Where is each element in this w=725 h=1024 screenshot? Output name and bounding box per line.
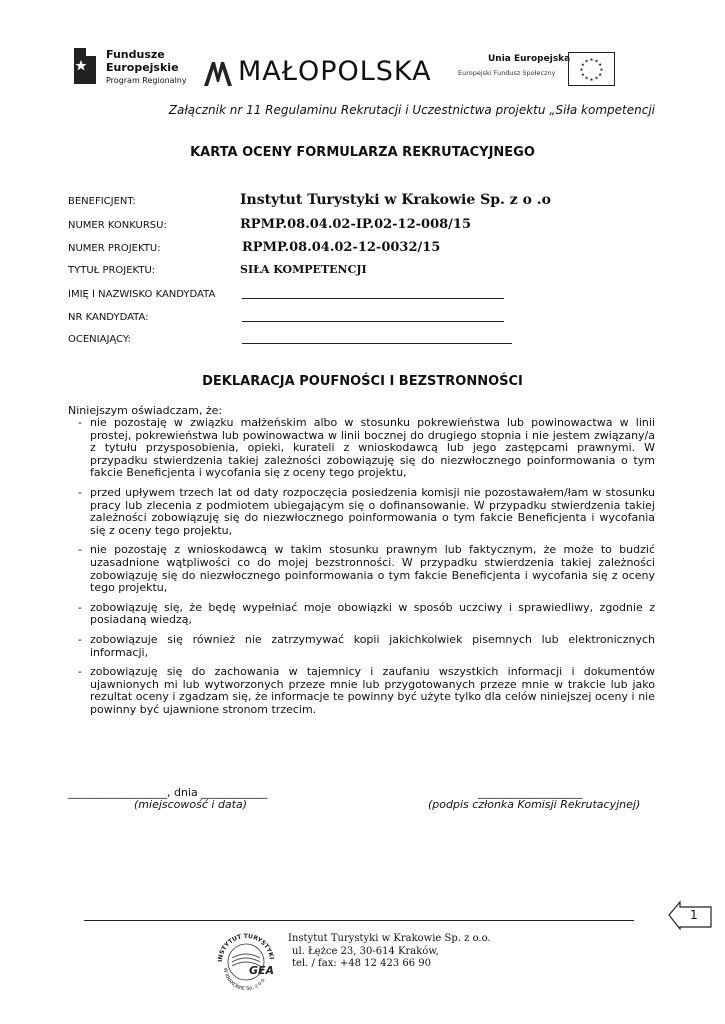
fe-line3: Program Regionalny [106, 76, 187, 85]
eu-star-icon: ★ [584, 59, 589, 65]
label-nr-kandydata: NR KANDYDATA: [68, 312, 149, 323]
eu-flag-icon [568, 52, 615, 86]
gea-seal-icon [214, 928, 278, 992]
seal-top-text: INSTYTUT TURYSTYKI [216, 932, 275, 963]
malopolska-text: MAŁOPOLSKA [238, 56, 432, 87]
list-item: - zobowiązuję się do zachowania w tajemnicy i zaufaniu wszystkich informacji i dokumentów ujawnionych mi lub wytworzonych przeze mnie lub przygotowanych przeze mnie w trakcie lub jako rezultat oceny i zgadzam się, że informacje te powinny być użyte tylko dla celów niniejszej oceny i nie powinny być ujawnione stronom trzecim. [68, 666, 655, 716]
fe-star-icon [72, 46, 98, 86]
declaration-title: DEKLARACJA POUFNOŚCI I BEZSTRONNOŚCI [202, 374, 523, 389]
gea-seal [214, 928, 278, 992]
eu-star-icon: ★ [598, 63, 603, 68]
annex-text: Załącznik nr 11 Regulaminu Rekrutacji i Uczestnictwa projektu „Siła kompetencji [168, 103, 655, 117]
form-title: KARTA OCENY FORMULARZA REKRUTACYJNEGO [190, 145, 535, 160]
oceniajacy-field[interactable] [242, 343, 512, 344]
fe-line1: Fundusze [106, 48, 165, 61]
label-numer-projektu: NUMER PROJEKTU: [68, 243, 161, 254]
footer-line1: Instytut Turystyki w Krakowie Sp. z o.o. [288, 933, 491, 944]
malopolska-logo [202, 54, 452, 94]
seal-brand: GEA [249, 964, 275, 977]
value-numer-projektu: RPMP.08.04.02-12-0032/15 [242, 240, 441, 255]
unia-europejska-logo [458, 52, 618, 88]
seal-bottom-text: W KRAKOWIE Sp. z o.o. [221, 967, 268, 992]
eu-star-icon: ★ [584, 76, 589, 82]
list-item: - przed upływem trzech lat od daty rozpoczęcia posiedzenia komisji nie pozostawałem/łam w stosunku pracy lub zlecenia z podmiotem ubiegającym się o dofinansowanie. W przypadku stwierdzenia takiej zależności zobowiązuję się do niezwłocznego poinformowania o tym fakcie Beneficjenta i wycofania się z oceny tego projektu, [68, 487, 655, 537]
fe-line2: Europejskie [106, 61, 179, 74]
fundusze-europejskie-logo [72, 44, 212, 94]
eu-star-icon: ★ [589, 58, 594, 63]
declaration-list [68, 417, 655, 723]
footer-address [288, 933, 491, 971]
imie-nazwisko-field[interactable] [242, 298, 504, 299]
label-beneficjent: BENEFICJENT: [68, 196, 136, 207]
footer-divider [84, 920, 634, 921]
list-item: - nie pozostaję z wnioskodawcą w takim stosunku prawnym lub faktycznym, że może to budzić uzasadnione wątpliwości co do mojej bezstronności. W przypadku stwierdzenia takiej zależności zobowiązuję się do niezwłocznego poinformowania o tym fakcie Beneficjenta i wycofania się z oceny tego projektu, [68, 544, 655, 594]
label-imie-nazwisko: IMIĘ I NAZWISKO KANDYDATA [68, 289, 216, 300]
page-number: 1 [690, 908, 698, 922]
signature-caption: (podpis członka Komisji Rekrutacyjnej) [428, 798, 641, 811]
eu-star-icon: ★ [594, 76, 599, 82]
place-date-line[interactable]: __________________, dnia ____________ [68, 786, 268, 799]
eu-star-icon: ★ [594, 59, 599, 65]
eu-star-icon: ★ [599, 68, 604, 73]
ue-subtitle: Europejski Fundusz Społeczny [458, 69, 556, 77]
value-numer-konkursu: RPMP.08.04.02-IP.02-12-008/15 [240, 217, 472, 232]
value-beneficjent: Instytut Turystyki w Krakowie Sp. z o .o [240, 192, 552, 208]
footer-line3: tel. / fax: +48 12 423 66 90 [292, 958, 431, 969]
malopolska-mark-icon [202, 60, 234, 88]
declaration-intro: Niniejszym oświadczam, że: [68, 404, 223, 417]
page-number-box [668, 900, 712, 930]
list-item: - zobowiązuje się również nie zatrzymywać kopii jakichkolwiek pisemnych lub elektronicznych informacji, [68, 634, 655, 659]
eu-star-icon: ★ [580, 73, 585, 78]
eu-star-icon: ★ [580, 63, 585, 68]
list-item: - nie pozostaję w związku małżeńskim albo w stosunku pokrewieństwa lub powinowactwa w linii prostej, pokrewieństwa lub powinowactwa w linii bocznej do drugiego stopnia i nie jestem związany/a z tytułu przysposobienia, opieki, kurateli z wnioskodawcą lub jego zastępcami prawnymi. W przypadku stwierdzenia takiej zależności zobowiązuję się do niezwłocznego poinformowania o tym fakcie Beneficjenta i wycofania się z oceny tego projektu, [68, 417, 655, 480]
eu-star-icon: ★ [579, 68, 584, 73]
nr-kandydata-field[interactable] [242, 321, 504, 322]
eu-star-icon: ★ [589, 78, 594, 83]
eu-star-icon: ★ [598, 73, 603, 78]
ue-title: Unia Europejska [488, 54, 571, 64]
label-numer-konkursu: NUMER KONKURSU: [68, 220, 167, 231]
label-oceniajacy: OCENIAJĄCY: [68, 334, 132, 345]
label-tytul-projektu: TYTUŁ PROJEKTU: [68, 265, 156, 276]
signature-line[interactable]: ___________________ [478, 786, 583, 799]
place-date-caption: (miejscowość i data) [134, 798, 248, 811]
list-item: - zobowiązuję się, że będę wypełniać moje obowiązki w sposób uczciwy i sprawiedliwy, zgodnie z posiadaną wiedzą, [68, 602, 655, 627]
footer-line2: ul. Łężce 23, 30-614 Kraków, [292, 945, 439, 957]
value-tytul-projektu: SIŁA KOMPETENCJI [240, 263, 367, 276]
